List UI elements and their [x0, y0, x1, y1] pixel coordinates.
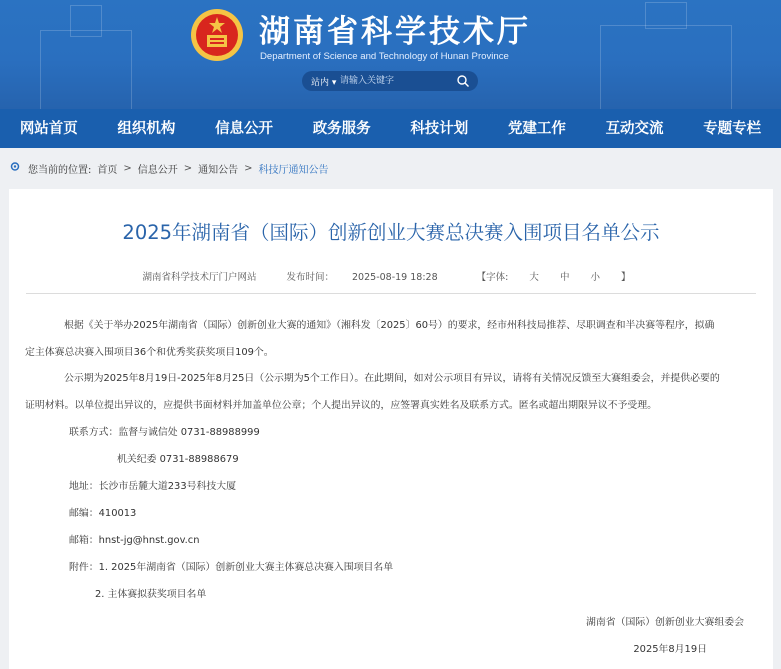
paragraph-1-line-1: 根据《关于举办2025年湖南省（国际）创新创业大赛的通知》（湘科发〔2025〕60号）的要求，经市州科技局推荐、尽职调查和半决赛等程序，拟确	[64, 320, 715, 331]
site-subtitle: Department of Science and Technology of Hunan Province	[260, 51, 509, 62]
article-source: 湖南省科学技术厅门户网站	[142, 272, 257, 283]
site-title: 湖南省科学技术厅	[259, 14, 531, 50]
contact-address: 地址：长沙市岳麓大道233号科技大厦	[69, 481, 236, 492]
building-right-decoration	[600, 25, 732, 109]
signature-organization: 湖南省（国际）创新创业大赛组委会	[585, 617, 744, 628]
contact-email: 邮箱：hnst-jg@hnst.gov.cn	[69, 535, 200, 546]
building-left-decoration	[40, 30, 132, 109]
location-pin-icon	[10, 162, 20, 174]
nav-item-science-plans[interactable]: 科技计划	[410, 120, 469, 137]
search-input[interactable]	[340, 73, 450, 89]
attachment-link-1[interactable]: 附件：1. 2025年湖南省（国际）创新创业大赛主体赛总决赛入围项目名单	[69, 562, 394, 573]
publish-time: 发布时间： 2025-08-19 18:28	[286, 272, 438, 283]
search-icon[interactable]	[456, 74, 470, 88]
breadcrumb-separator: >	[123, 162, 132, 174]
nav-item-special-topics[interactable]: 专题专栏	[703, 120, 762, 137]
nav-item-organization[interactable]: 组织机构	[117, 120, 176, 137]
search-bar	[302, 71, 478, 91]
nav-item-party-building[interactable]: 党建工作	[507, 120, 566, 137]
nav-item-government-services[interactable]: 政务服务	[312, 120, 371, 137]
meta-divider	[26, 293, 756, 294]
building-left-tower-decoration	[70, 5, 102, 37]
breadcrumb-prefix: 您当前的位置:	[28, 164, 92, 176]
search-scope-select[interactable]: 站内 ▾	[311, 78, 337, 88]
font-size-control: 【字体: 大 中 小 】	[476, 272, 631, 283]
breadcrumb-link-home[interactable]: 首页	[97, 164, 118, 176]
paragraph-2-line-2: 证明材料。以单位提出异议的，应提供书面材料并加盖单位公章；个人提出异议的，应签署真实姓名及联系方式。匿名或超出期限异议不予受理。	[25, 400, 658, 411]
signature-date: 2025年8月19日	[633, 644, 707, 655]
paragraph-2-line-1: 公示期为2025年8月19日-2025年8月25日（公示期为5个工作日）。在此期间，如对公示项目有异议，请将有关情况反馈至大赛组委会，并提供必要的	[64, 373, 720, 384]
contact-line-supervision: 联系方式：监督与诚信处 0731-88988999	[69, 427, 260, 438]
breadcrumb-separator: >	[244, 162, 253, 174]
article-panel	[9, 189, 773, 669]
header-banner	[0, 0, 781, 109]
breadcrumb-link-info-disclosure[interactable]: 信息公开	[137, 164, 178, 176]
breadcrumb-separator: >	[183, 162, 193, 174]
national-emblem-icon	[190, 8, 244, 62]
breadcrumb-link-notices[interactable]: 通知公告	[198, 164, 239, 176]
paragraph-1-line-2: 定主体赛总决赛入围项目36个和优秀奖获奖项目109个。	[25, 347, 274, 358]
article-title: 2025年湖南省（国际）创新创业大赛总决赛入围项目名单公示	[122, 221, 660, 244]
font-size-medium-button[interactable]: 中	[559, 272, 570, 283]
font-size-small-button[interactable]: 小	[590, 272, 600, 283]
breadcrumb-link-dept-notices[interactable]: 科技厅通知公告	[258, 164, 329, 176]
nav-item-home[interactable]: 网站首页	[19, 120, 78, 137]
breadcrumb	[10, 161, 329, 175]
nav-item-information-disclosure[interactable]: 信息公开	[215, 120, 274, 137]
font-size-large-button[interactable]: 大	[529, 272, 539, 283]
building-right-tower-decoration	[645, 2, 687, 29]
attachment-link-2[interactable]: 2. 主体赛拟获奖项目名单	[95, 589, 207, 600]
main-nav	[0, 109, 781, 148]
contact-line-discipline: 机关纪委 0731-88988679	[117, 454, 239, 465]
article-meta	[9, 269, 773, 283]
contact-postcode: 邮编：410013	[69, 508, 137, 519]
nav-item-interaction[interactable]: 互动交流	[605, 120, 664, 137]
